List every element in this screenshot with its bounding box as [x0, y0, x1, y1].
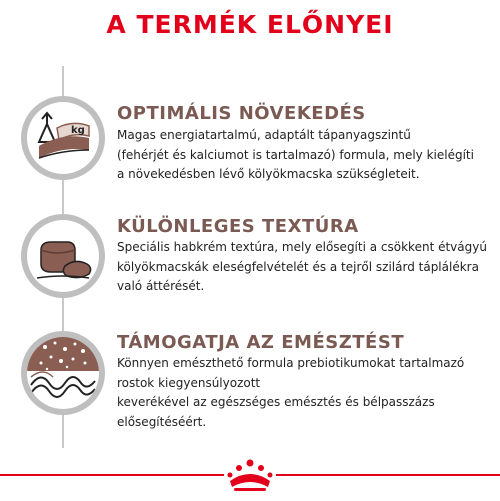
benefit-line: kölyökmacskák eleségfelvételét és a tejről szilárd táplálékra: [117, 259, 479, 274]
growth-icon-circle: [21, 96, 105, 180]
benefit-line: való áttérését.: [117, 279, 205, 293]
digestion-icon: [27, 337, 99, 409]
page-title: A TERMÉK ELŐNYEI: [106, 10, 394, 39]
benefit-line: a növekedésben lévő kölyökmacska szükségleteit.: [117, 167, 420, 181]
benefit-line: Magas energiatartalmú, adaptált tápanyagszintű: [117, 128, 411, 142]
benefit-line: elősegítéséért.: [117, 414, 207, 429]
benefit-line: (fehérjét és kalciumot is tartalmazó) formula, mely kielégíti: [117, 147, 474, 162]
digestion-icon-circle: [21, 331, 105, 415]
benefit-title-growth: OPTIMÁLIS NÖVEKEDÉS: [117, 103, 366, 124]
benefit-line: Könnyen emészthető formula prebiotikumokat tartalmazó: [117, 356, 465, 370]
benefit-title-digestion: TÁMOGATJA AZ EMÉSZTÉST: [117, 332, 405, 353]
benefit-text-texture: [117, 238, 495, 297]
benefit-text-growth: [117, 126, 495, 185]
growth-scale-icon: [27, 102, 99, 174]
brand-logo: [224, 455, 276, 497]
benefit-text-digestion: [117, 354, 495, 432]
weight-label: kg: [71, 125, 85, 136]
mousse-texture-icon: [27, 220, 99, 292]
benefit-line: rostok kiegyensúlyozott: [117, 375, 261, 390]
benefit-line: keverékével az egészséges emésztés és bélpasszázs: [117, 395, 435, 409]
benefit-title-texture: KÜLÖNLEGES TEXTÚRA: [117, 216, 359, 237]
royal-canin-crown-logo: [224, 455, 276, 497]
texture-icon-circle: [21, 214, 105, 298]
benefit-line: Speciális habkrém textúra, mely elősegíti a csökkent étvágyú: [117, 240, 487, 254]
